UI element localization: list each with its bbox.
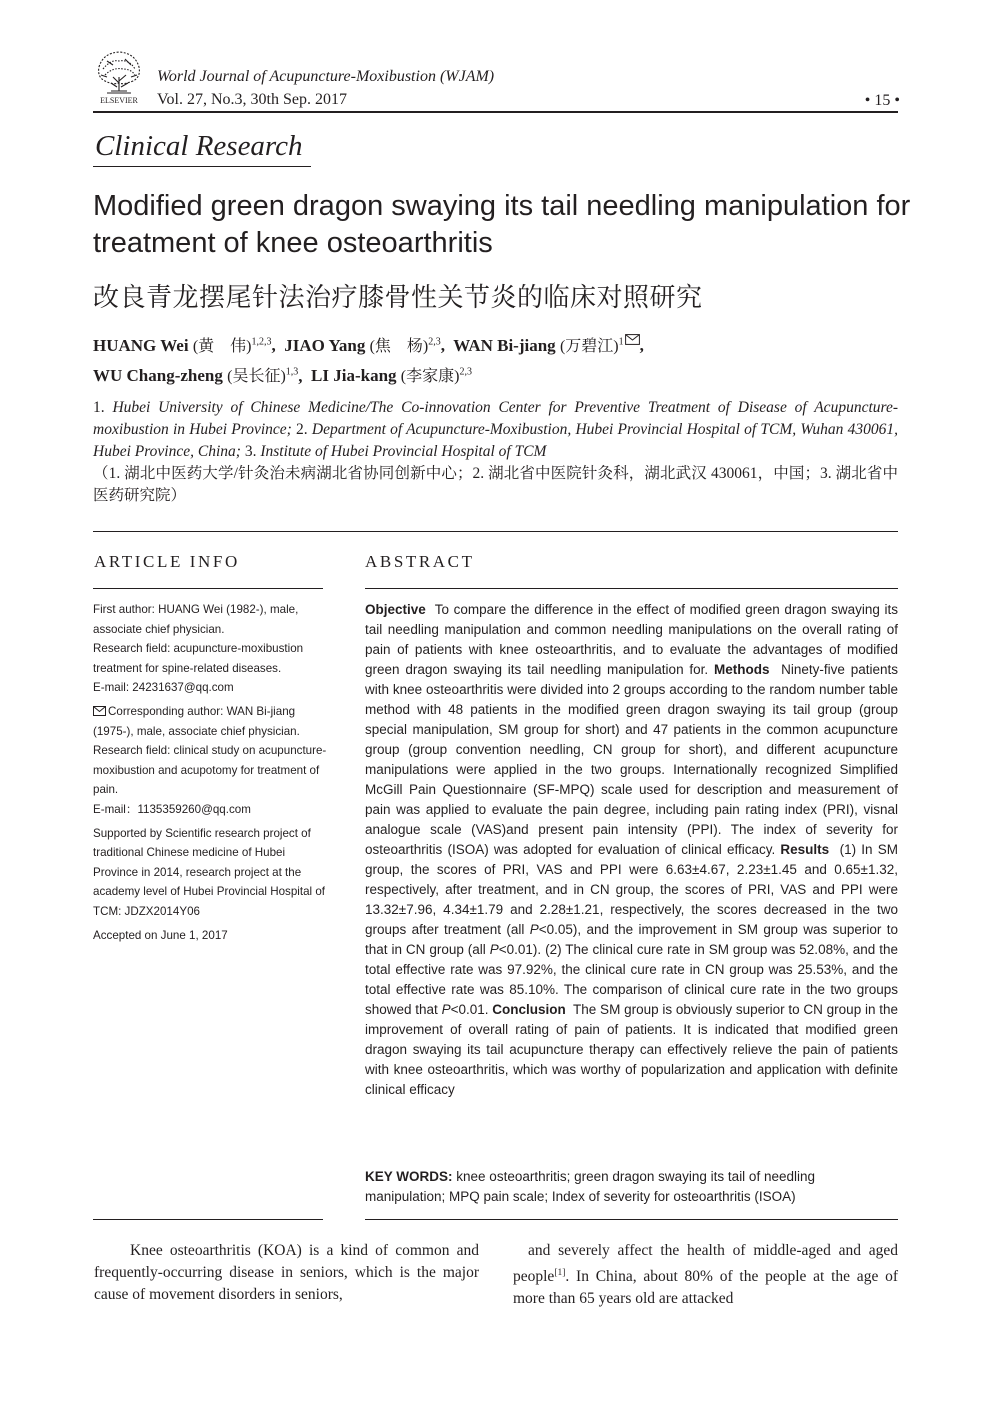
author: WAN Bi-jiang (万碧江)$^1$: [453, 336, 639, 355]
affiliations-chinese: （1. 湖北中医药大学/针灸治未病湖北省协同创新中心；2. 湖北省中医院针灸科，湖北武汉 430061，中国；3. 湖北省中医药研究院）: [93, 465, 898, 504]
author-list: HUANG Wei (黄 伟)$^{1,2,3}$, JIAO Yang (焦 杨)$^{2,3}$, WAN Bi-jiang (万碧江)$^1$ , WU Chang-zheng (吴长征)$^{1,3}$, LI Jia-kang (李家康)$^{2,3}$: [93, 335, 644, 386]
footer-rule-left: [93, 1219, 323, 1220]
envelope-icon: [93, 706, 106, 716]
footer-rule-right: [365, 1219, 898, 1220]
section-rule: [93, 166, 311, 167]
keywords: KEY WORDS: knee osteoarthritis; green dragon swaying its tail of needling manipulation; MPQ pain scale; Index of severity for osteoarthritis (ISOA): [365, 1169, 815, 1204]
author: HUANG Wei (黄 伟)$^{1,2,3}$: [93, 335, 272, 355]
affiliations: 1. Hubei University of Chinese Medicine/The Co-innovation Center for Preventive Treatment of Disease of Acupuncture-moxibustion in Hubei Province; 2. Department of Acupuncture-Moxibustion, Hubei Provincial Hospital of TCM, Wuhan 430061, Hubei Province, China; 3. Institute of Hubei Provincial Hospital of TCM （1. 湖北中医药大学/针灸治未病湖北省协同创新中心；2. 湖北省中医院针灸科，湖北武汉 430061，中国；3. 湖北省中医药研究院）: [93, 399, 899, 504]
journal-name: World Journal of Acupuncture-Moxibustion (WJAM): [157, 68, 495, 85]
funding-note: Supported by Scientific research project of traditional Chinese medicine of Hubei Province in 2014, research project at the academy level of Hubei Provincial Hospital of TCM: JDZX2014Y06: [93, 826, 325, 918]
page-number: • 15 •: [864, 92, 900, 109]
info-rule: [93, 531, 898, 532]
abstract-body: Objective To compare the difference in the effect of modified green dragon swaying its tail needling manipulation and common needling manipulations on the overall rating of pain of patients with knee osteoarthritis, and to evaluate the advantages of modified green dragon swaying its tail needling manipulation for. Methods Ninety-five patients with knee osteoarthritis were divided into 2 groups according to the random number table method with 48 patients in the modified green dragon swaying its tail group (group special manipulation, SM group for short) and 47 patients in the common acupuncture group (group convention needling, CN group for short), and different acupuncture manipulations were applied in the two groups. Internationally recognized Simplified McGill Pain Questionnaire (SF-MPQ) scale used for description and measurement of pain was applied to evaluate the pain degree, including pain rating index (PRI), visnal analogue scale (VAS)and present pain intensity (PPI). The index of severity for osteoarthritis (ISOA) was adopted for evaluation of clinical efficacy. Results (1) In SM group, the scores of PRI, VAS and PPI were 6.63±4.67, 2.23±1.45 and 0.65±1.32, respectively, after treatment, and in CN group, the scores of PRI, VAS and PPI were 13.32±7.96, 4.34±1.79 and 2.28±1.21, respectively, the scores decreased in the two groups after treatment (all P<0.05), and the improvement in SM group was superior to that in CN group (all P<0.01). (2) The clinical cure rate in SM group was 52.08%, and the total effective rate was 97.92%, the clinical cure rate in CN group was 25.53%, and the total effective rate was 85.10%. The comparison of clinical cure rate in the two groups showed that P<0.01. Conclusion The SM group is obviously superior to CN group in the improvement of overall rating of pain of patients. It is indicated that modified green dragon swaying its tail acupuncture therapy can effectively relieve the pain of patients with knee osteoarthritis, which was worthy of popularization and application with definite clinical efficacy: [365, 602, 898, 1097]
title-chinese: 改良青龙摆尾针法治疗膝骨性关节炎的临床对照研究: [93, 282, 703, 312]
author: JIAO Yang (焦 杨)$^{2,3}$: [284, 335, 441, 355]
volume-info: Vol. 27, No.3, 30th Sep. 2017: [157, 91, 347, 108]
abstract-heading: ABSTRACT: [365, 552, 475, 571]
author: LI Jia-kang (李家康)$^{2,3}$: [311, 366, 472, 386]
author: WU Chang-zheng (吴长征)$^{1,3}$: [93, 366, 299, 386]
elsevier-tree-logo: [93, 47, 145, 105]
article-info-rule: [93, 588, 323, 589]
article-info: [93, 600, 329, 950]
article-info-heading: ARTICLE INFO: [94, 552, 240, 571]
abstract-rule: [365, 588, 898, 589]
accepted-date: Accepted on June 1, 2017: [93, 928, 228, 942]
body-column-left: Knee osteoarthritis (KOA) is a kind of common and frequently-occurring disease in seniors, which is the major cause of movement disorders in seniors,: [94, 1242, 479, 1303]
corresponding-author-note: Corresponding author: WAN Bi-jiang (1975-), male, associate chief physician. Research field: clinical study on acupuncture-moxibustion and acupotomy for treatment of pain. E-mail：1135359260@qq.com: [93, 705, 327, 816]
logo-label: ELSEVIER: [100, 96, 138, 105]
envelope-icon: [625, 334, 640, 345]
body-column-right: and severely affect the health of middle-aged and aged people[1]. In China, about 80% of the people at the age of more than 65 years old are attacked: [513, 1242, 898, 1308]
section-label: Clinical Research: [95, 130, 303, 162]
first-author-note: First author: HUANG Wei (1982-), male, associate chief physician. Research field: acupuncture-moxibustion treatment for spine-related diseases. E-mail: 24231637@qq.com: [93, 603, 304, 694]
title-english: Modified green dragon swaying its tail needling manipulation for treatment of knee osteoarthritis: [93, 190, 911, 259]
citation-link[interactable]: [1]: [554, 1268, 566, 1278]
header-rule: [93, 111, 898, 113]
